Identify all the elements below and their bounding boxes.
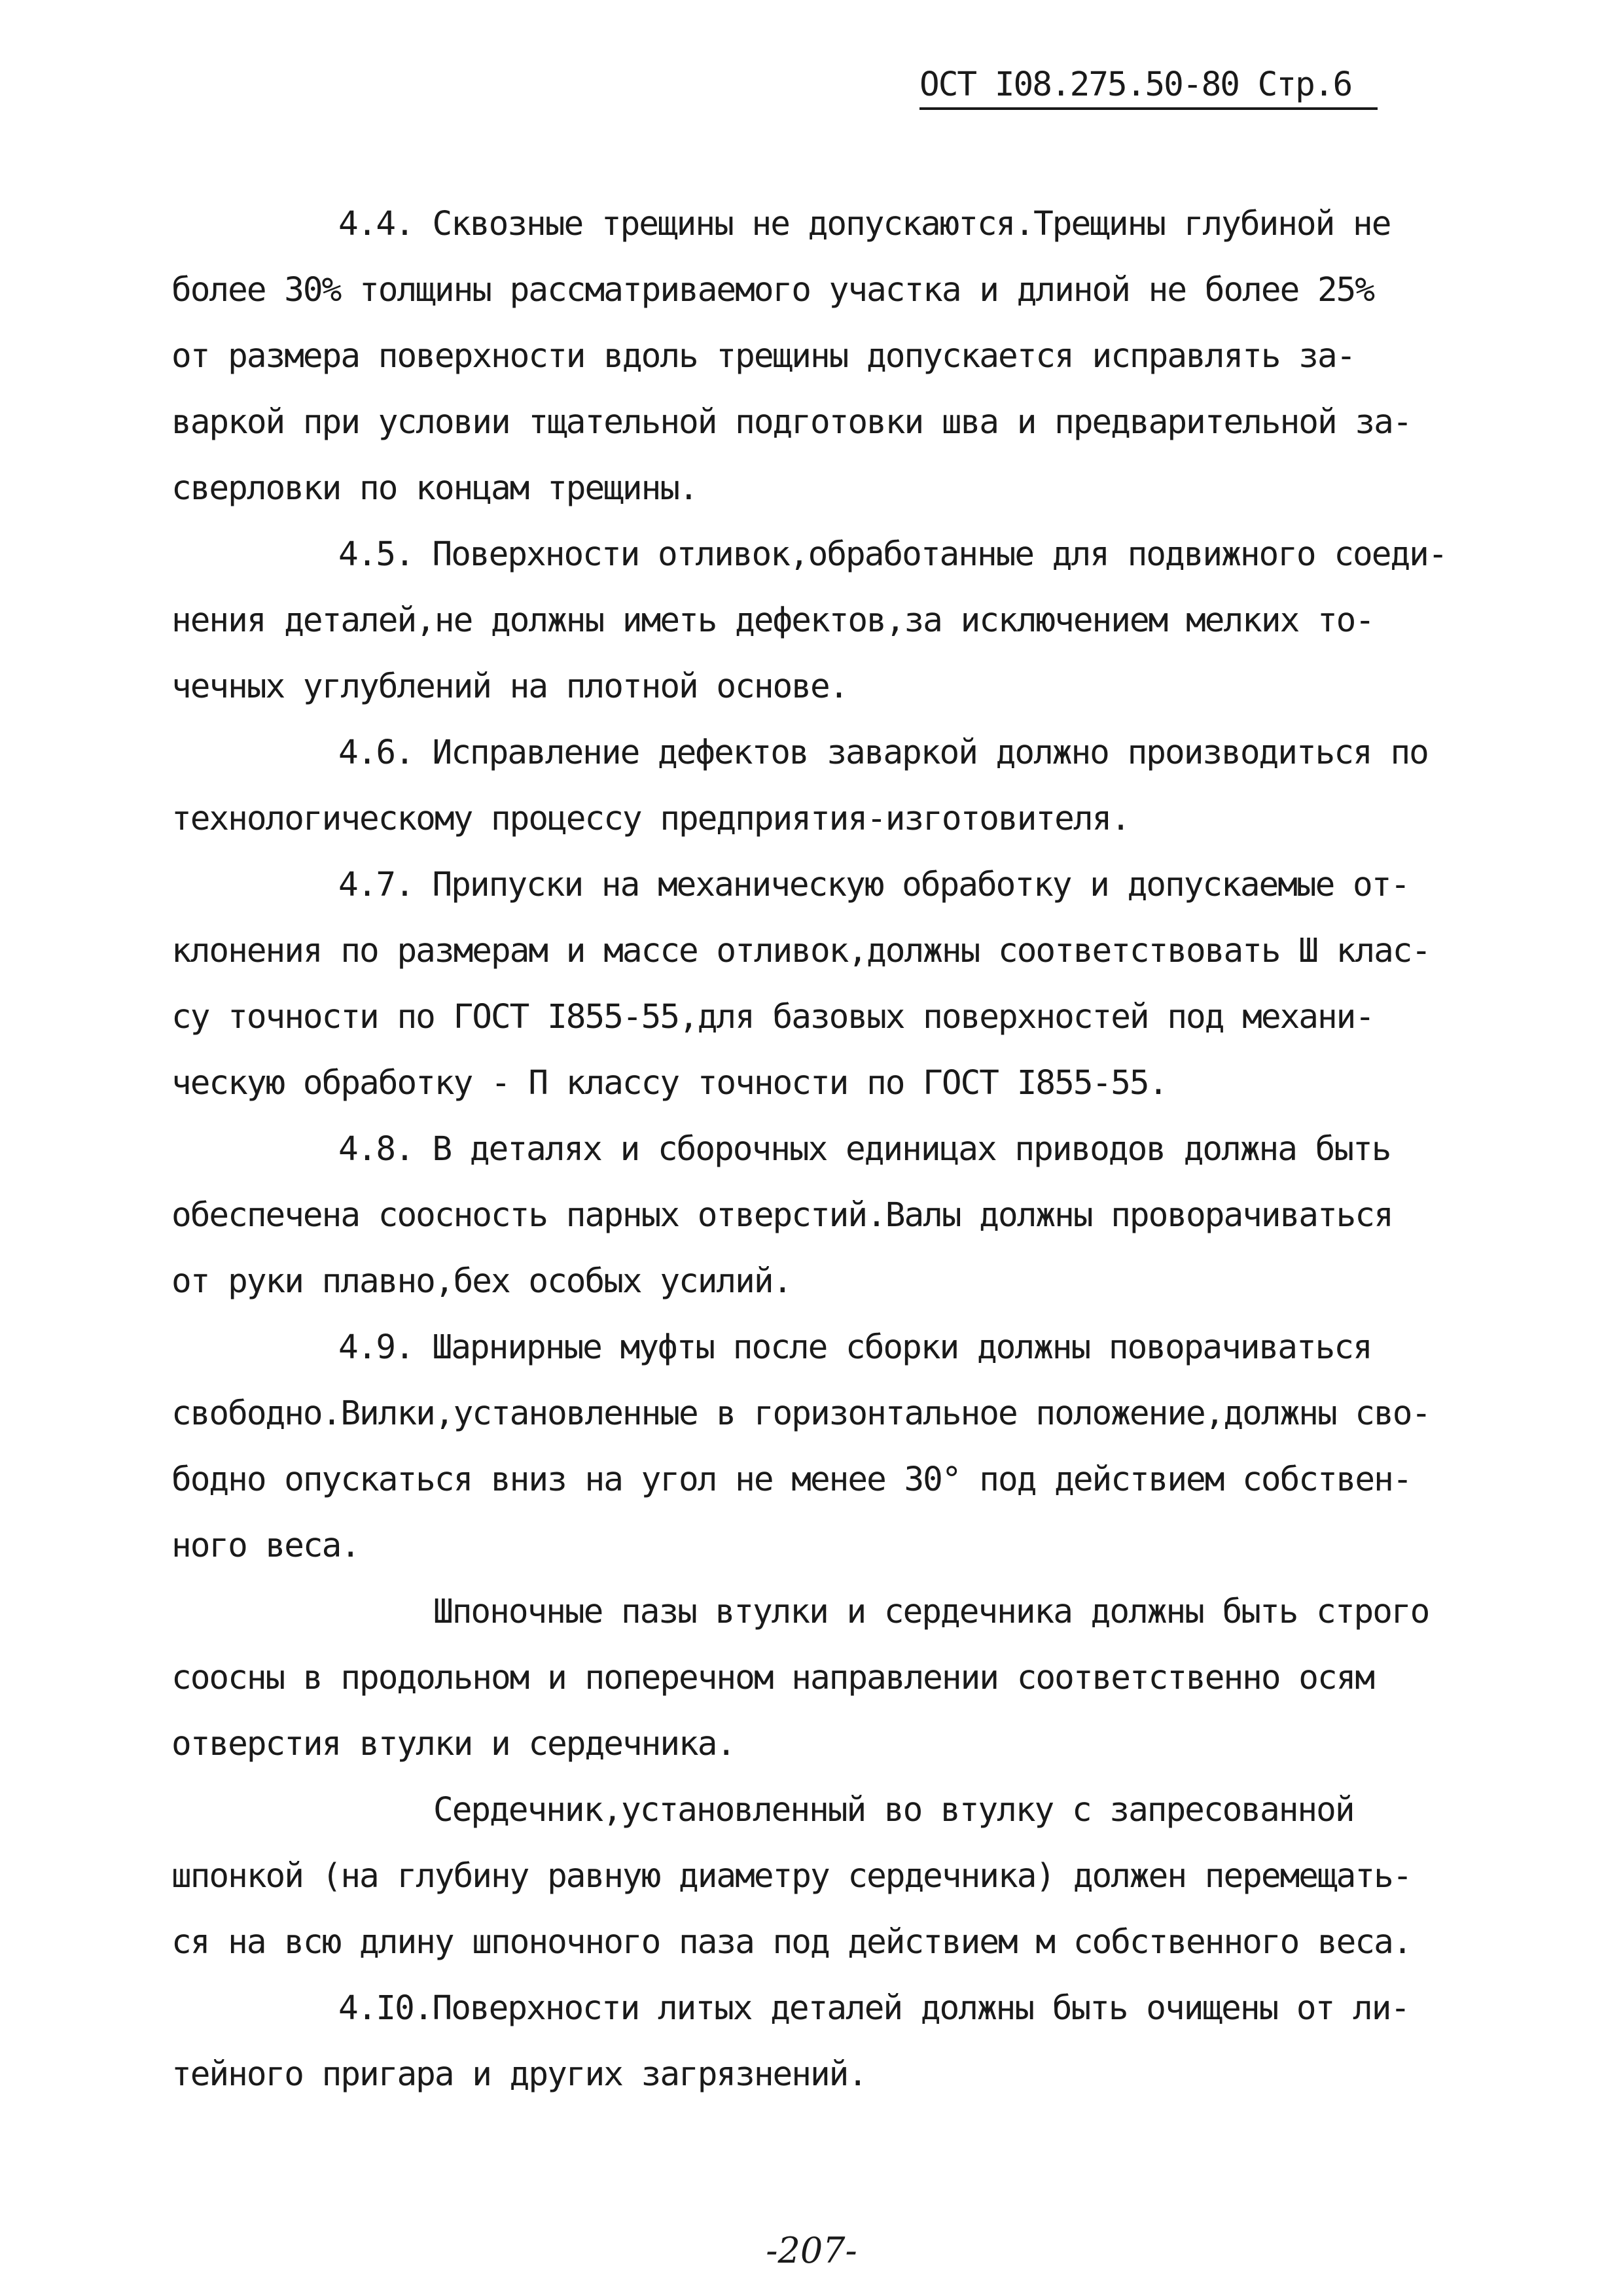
text-line: бодно опускаться вниз на угол не менее 30° под действием собствен-	[171, 1460, 1412, 1499]
text-line: 4.6. Исправление дефектов заваркой должно производиться по	[338, 733, 1428, 772]
text-line: от руки плавно,бех особых усилий.	[171, 1262, 792, 1301]
text-line: более 30% толщины рассматриваемого участка и длиной не более 25%	[171, 271, 1374, 309]
text-line: 4.9. Шарнирные муфты после сборки должны поворачиваться	[338, 1328, 1372, 1367]
text-line: шпонкой (на глубину равную диаметру сердечника) должен перемещать-	[171, 1857, 1412, 1896]
text-line: обеспечена соосность парных отверстий.Валы должны проворачиваться	[171, 1196, 1393, 1235]
text-line: чечных углублений на плотной основе.	[171, 667, 848, 706]
page-number: -207-	[766, 2230, 857, 2271]
text-line: ческую обработку - П классу точности по ГОСТ I855-55.	[171, 1064, 1168, 1103]
text-line: су точности по ГОСТ I855-55,для базовых поверхностей под механи-	[171, 998, 1374, 1036]
paragraph-4-5	[171, 521, 1513, 720]
paragraph-4-10	[171, 1975, 1513, 2108]
text-line: 4.5. Поверхности отливок,обработанные для подвижного соеди-	[338, 535, 1447, 574]
paragraph-4-4	[171, 191, 1513, 521]
text-line: нения деталей,не должны иметь дефектов,за исключением мелких то-	[171, 601, 1374, 640]
text-line: сверловки по концам трещины.	[171, 469, 698, 508]
text-line: ся на всю длину шпоночного паза под действием м собственного веса.	[171, 1923, 1412, 1962]
document-body	[171, 191, 1513, 2108]
paragraph-4-7	[171, 852, 1513, 1116]
text-line: 4.4. Сквозные трещины не допускаются.Трещины глубиной не	[338, 205, 1391, 243]
text-line: 4.8. В деталях и сборочных единицах приводов должна быть	[338, 1130, 1391, 1169]
paragraph-keyways	[171, 1579, 1513, 1777]
text-line: 4.7. Припуски на механическую обработку и допускаемые от-	[338, 866, 1410, 904]
text-line: варкой при условии тщательной подготовки шва и предварительной за-	[171, 403, 1412, 442]
text-line: Сердечник,установленный во втулку с запресованной	[433, 1791, 1354, 1829]
text-line: клонения по размерам и массе отливок,должны соответствовать Ш клас-	[171, 932, 1431, 970]
text-line: 4.I0.Поверхности литых деталей должны быть очищены от ли-	[338, 1989, 1410, 2028]
paragraph-4-6	[171, 720, 1513, 852]
text-line: тейного пригара и других загрязнений.	[171, 2055, 867, 2094]
text-line: отверстия втулки и сердечника.	[171, 1725, 736, 1763]
text-line: соосны в продольном и поперечном направлении соответственно осям	[171, 1659, 1374, 1697]
paragraph-4-9	[171, 1315, 1513, 1579]
paragraph-core	[171, 1777, 1513, 1975]
text-line: ного веса.	[171, 1527, 360, 1565]
text-line: от размера поверхности вдоль трещины допускается исправлять за-	[171, 337, 1355, 376]
paragraph-4-8	[171, 1116, 1513, 1315]
text-line: технологическому процессу предприятия-изготовителя.	[171, 800, 1130, 838]
text-line: свободно.Вилки,установленные в горизонтальное положение,должны сво-	[171, 1394, 1431, 1433]
document-reference: ОСТ I08.275.50-80 Стр.6	[919, 65, 1378, 110]
text-line: Шпоночные пазы втулки и сердечника должны быть строго	[433, 1593, 1429, 1631]
